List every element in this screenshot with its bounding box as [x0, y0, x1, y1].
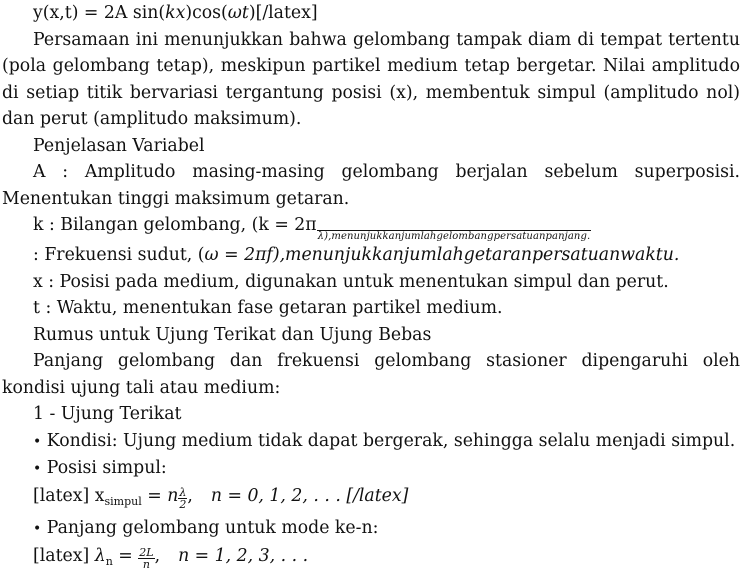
fraction-numerator: λ: [179, 485, 187, 499]
stationary-wave-paragraph: Persamaan ini menunjukkan bahwa gelombang tampak diam di tempat tertentu (pola gelombang tetap), meskipun partikel medium tetap bergetar. Nilai amplitudo di setiap titik bervariasi tergantung posisi (x), membentuk simpul (amplitudo nol) dan perut (amplitudo maksimum).: [2, 29, 740, 129]
fraction-numerator: 2L: [139, 545, 154, 559]
formula-lambda-open: [latex]: [33, 545, 95, 566]
equation-tail: )[/latex]: [248, 3, 318, 23]
formula-simpul-line: [latex] $x_{simpul} = n$ $\frac{\lambda}{2}$ , n = 0, 1, 2, . . . [/latex]: [33, 485, 409, 511]
fraction-denominator: 2: [179, 497, 187, 511]
bullet-kondisi: [2, 428, 740, 456]
bullet-panjang: [2, 515, 740, 543]
bullet-kondisi-text: Kondisi: Ujung medium tidak dapat bergerak, sehingga selalu menjadi simpul.: [46, 430, 736, 451]
variable-omega-line: [2, 242, 740, 269]
equation-wt: ωt: [227, 3, 249, 23]
formula-simpul-open: [latex] x: [33, 485, 105, 506]
bullet-icon: •: [33, 461, 42, 477]
variable-k-text: k : Bilangan gelombang, (k = 2π: [33, 215, 317, 235]
rumus-heading: Rumus untuk Ujung Terikat dan Ujung Bebas: [33, 324, 432, 345]
bullet-icon: •: [33, 521, 42, 537]
equation-kx: kx: [165, 3, 186, 23]
rumus-paragraph: Panjang gelombang dan frekuensi gelombang stasioner dipengaruhi oleh kondisi ujung tali atau medium:: [2, 351, 740, 398]
formula-lambda-subscript: n: [105, 554, 113, 568]
fraction-denominator: n: [142, 557, 150, 571]
bullet-posisi-text: Posisi simpul:: [46, 458, 167, 478]
formula-lambda-line: [latex] $\lambda_n$ = $\frac{2L}{n}$ , n = 1, 2, 3, . . .: [33, 545, 309, 571]
formula-lambda-fraction: [138, 547, 154, 570]
variable-k-fraction: [317, 219, 592, 242]
formula-lambda-symbol: λ: [94, 545, 106, 566]
variable-omega-math: ω = 2πf),menunjukkanjumlahgetaranpersatuanwaktu.: [204, 245, 680, 265]
bullet-panjang-text: Panjang gelombang untuk mode ke-n:: [46, 518, 379, 538]
variable-omega-text: : Frekuensi sudut, (: [33, 245, 205, 265]
equation-mid: )cos(: [185, 3, 228, 23]
variable-k-line: [2, 212, 740, 242]
variables-heading: Penjelasan Variabel: [33, 135, 205, 156]
equation-text: y(x,t) = 2A sin(: [33, 3, 166, 23]
formula-simpul-subscript: simpul: [104, 494, 142, 508]
bullet-posisi: [2, 455, 740, 483]
formula-lambda-condition: n = 1, 2, 3, . . .: [178, 545, 309, 566]
formula-simpul-condition: n = 0, 1, 2, . . . [/latex]: [210, 485, 409, 506]
variable-a-paragraph: A : Amplitudo masing-masing gelombang berjalan sebelum superposisi. Menentukan tinggi maksimum getaran.: [2, 162, 740, 209]
formula-lambda-eq: =: [112, 545, 139, 566]
formula-simpul-fraction: [178, 487, 187, 510]
wave-equation-line: [2, 0, 740, 27]
ujung-terikat-heading: 1 - Ujung Terikat: [33, 404, 182, 424]
formula-simpul-eq: = n: [141, 485, 179, 506]
bullet-icon: •: [33, 433, 42, 450]
variable-t-line: t : Waktu, menentukan fase getaran partikel medium.: [33, 298, 503, 318]
fraction-numerator: [317, 219, 592, 231]
variable-x-line: x : Posisi pada medium, digunakan untuk menentukan simpul dan perut.: [33, 271, 669, 292]
fraction-denominator: λ),menunjukkanjumlahgelombangpersatuanpanjang.: [317, 231, 591, 242]
